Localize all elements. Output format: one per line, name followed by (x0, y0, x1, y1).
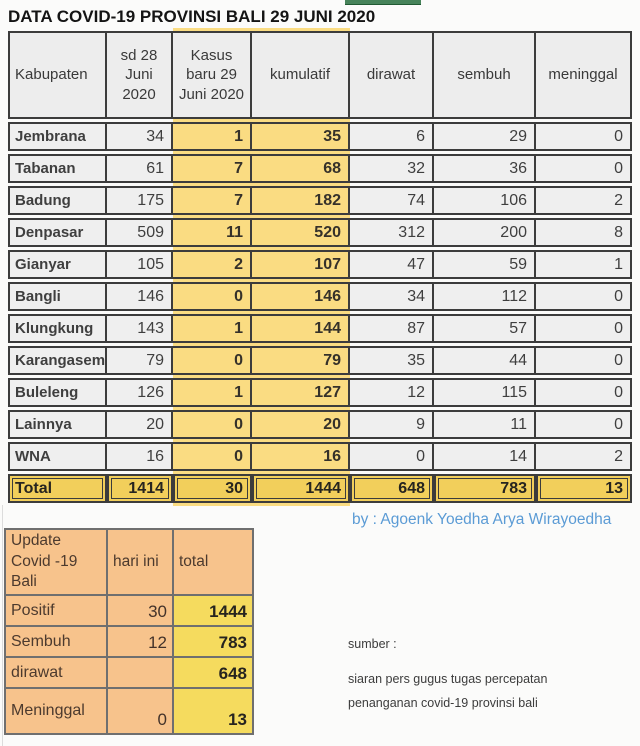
value-cell: 105 (107, 250, 173, 279)
value-cell: 115 (434, 378, 536, 407)
value-cell: 74 (350, 186, 434, 215)
total-kasus-baru: 30 (173, 474, 252, 503)
main-table-body (8, 122, 632, 471)
summary-value-cell: 0 (107, 688, 173, 734)
district-cell: Buleleng (8, 378, 107, 407)
source-label: sumber : (348, 637, 397, 651)
summary-header-total: total (173, 529, 253, 595)
value-cell: 146 (107, 282, 173, 311)
value-cell: 59 (434, 250, 536, 279)
value-cell: 0 (536, 314, 632, 343)
district-cell: WNA (8, 442, 107, 471)
table-row (8, 122, 632, 151)
value-cell: 1 (173, 378, 252, 407)
summary-value-cell: 648 (173, 657, 253, 688)
value-cell: 0 (536, 122, 632, 151)
value-cell: 1 (173, 314, 252, 343)
value-cell: 9 (350, 410, 434, 439)
value-cell: 87 (350, 314, 434, 343)
value-cell: 36 (434, 154, 536, 183)
summary-table-body (5, 595, 253, 734)
value-cell: 127 (252, 378, 350, 407)
district-cell: Tabanan (8, 154, 107, 183)
summary-label-cell: Positif (5, 595, 107, 626)
column-header-kasus-baru: Kasus baru 29 Juni 2020 (173, 31, 252, 119)
value-cell: 0 (536, 154, 632, 183)
district-cell: Karangasem (8, 346, 107, 375)
summary-value-cell: 13 (173, 688, 253, 734)
value-cell: 16 (252, 442, 350, 471)
total-kumulatif: 1444 (252, 474, 350, 503)
value-cell: 0 (173, 442, 252, 471)
summary-row (5, 657, 253, 688)
value-cell: 79 (252, 346, 350, 375)
value-cell: 107 (252, 250, 350, 279)
value-cell: 0 (536, 410, 632, 439)
value-cell: 34 (350, 282, 434, 311)
value-cell: 35 (252, 122, 350, 151)
summary-value-cell: 12 (107, 626, 173, 657)
value-cell: 0 (536, 378, 632, 407)
district-cell: Jembrana (8, 122, 107, 151)
table-row (8, 346, 632, 375)
spreadsheet-gridline (2, 505, 3, 746)
value-cell: 509 (107, 218, 173, 247)
value-cell: 16 (107, 442, 173, 471)
table-header-row (8, 31, 632, 119)
total-label: Total (8, 474, 107, 503)
value-cell: 34 (107, 122, 173, 151)
summary-row (5, 626, 253, 657)
district-cell: Badung (8, 186, 107, 215)
column-header-kumulatif: kumulatif (252, 31, 350, 119)
total-row (8, 474, 632, 503)
value-cell: 11 (434, 410, 536, 439)
total-meninggal: 13 (536, 474, 632, 503)
district-cell: Lainnya (8, 410, 107, 439)
value-cell: 29 (434, 122, 536, 151)
summary-row (5, 688, 253, 734)
value-cell: 14 (434, 442, 536, 471)
value-cell: 0 (173, 346, 252, 375)
value-cell: 12 (350, 378, 434, 407)
column-header-dirawat: dirawat (350, 31, 434, 119)
value-cell: 2 (173, 250, 252, 279)
value-cell: 20 (252, 410, 350, 439)
page-title: DATA COVID-19 PROVINSI BALI 29 JUNI 2020 (8, 7, 376, 26)
summary-value-cell: 30 (107, 595, 173, 626)
table-row (8, 442, 632, 471)
summary-label-cell: dirawat (5, 657, 107, 688)
value-cell: 47 (350, 250, 434, 279)
value-cell: 7 (173, 186, 252, 215)
author-credit: by : Agoenk Yoedha Arya Wirayoedha (352, 511, 612, 528)
table-row (8, 314, 632, 343)
column-header-kabupaten: Kabupaten (8, 31, 107, 119)
value-cell: 11 (173, 218, 252, 247)
district-cell: Bangli (8, 282, 107, 311)
value-cell: 175 (107, 186, 173, 215)
green-accent-bar (345, 0, 421, 5)
value-cell: 0 (536, 282, 632, 311)
summary-header-hari-ini: hari ini (107, 529, 173, 595)
column-header-sd-28-juni: sd 28 Juni 2020 (107, 31, 173, 119)
value-cell: 182 (252, 186, 350, 215)
value-cell: 0 (536, 346, 632, 375)
summary-label-cell: Sembuh (5, 626, 107, 657)
value-cell: 35 (350, 346, 434, 375)
summary-value-cell: 1444 (173, 595, 253, 626)
value-cell: 126 (107, 378, 173, 407)
value-cell: 0 (173, 282, 252, 311)
district-cell: Klungkung (8, 314, 107, 343)
district-cell: Gianyar (8, 250, 107, 279)
table-row (8, 154, 632, 183)
table-row (8, 186, 632, 215)
covid-data-table (8, 28, 632, 506)
value-cell: 0 (173, 410, 252, 439)
value-cell: 106 (434, 186, 536, 215)
summary-label-cell: Meninggal (5, 688, 107, 734)
summary-header-row (5, 529, 253, 595)
value-cell: 1 (173, 122, 252, 151)
district-cell: Denpasar (8, 218, 107, 247)
summary-header-update: Update Covid -19 Bali (5, 529, 107, 595)
table-row (8, 378, 632, 407)
column-header-meninggal: meninggal (536, 31, 632, 119)
table-row (8, 250, 632, 279)
source-line-1: siaran pers gugus tugas percepatan (348, 672, 548, 686)
value-cell: 1 (536, 250, 632, 279)
value-cell: 144 (252, 314, 350, 343)
value-cell: 44 (434, 346, 536, 375)
value-cell: 112 (434, 282, 536, 311)
source-note (348, 637, 547, 710)
value-cell: 57 (434, 314, 536, 343)
column-header-sembuh: sembuh (434, 31, 536, 119)
total-sembuh: 783 (434, 474, 536, 503)
summary-table (4, 528, 254, 735)
value-cell: 312 (350, 218, 434, 247)
value-cell: 2 (536, 442, 632, 471)
table-row (8, 218, 632, 247)
value-cell: 146 (252, 282, 350, 311)
value-cell: 143 (107, 314, 173, 343)
value-cell: 6 (350, 122, 434, 151)
value-cell: 7 (173, 154, 252, 183)
value-cell: 20 (107, 410, 173, 439)
value-cell: 68 (252, 154, 350, 183)
total-sd28: 1414 (107, 474, 173, 503)
value-cell: 79 (107, 346, 173, 375)
value-cell: 200 (434, 218, 536, 247)
source-line-2: penanganan covid-19 provinsi bali (348, 696, 538, 710)
value-cell: 2 (536, 186, 632, 215)
value-cell: 32 (350, 154, 434, 183)
value-cell: 61 (107, 154, 173, 183)
value-cell: 8 (536, 218, 632, 247)
value-cell: 520 (252, 218, 350, 247)
table-row (8, 282, 632, 311)
summary-value-cell (107, 657, 173, 688)
value-cell: 0 (350, 442, 434, 471)
total-dirawat: 648 (350, 474, 434, 503)
summary-value-cell: 783 (173, 626, 253, 657)
summary-row (5, 595, 253, 626)
table-row (8, 410, 632, 439)
